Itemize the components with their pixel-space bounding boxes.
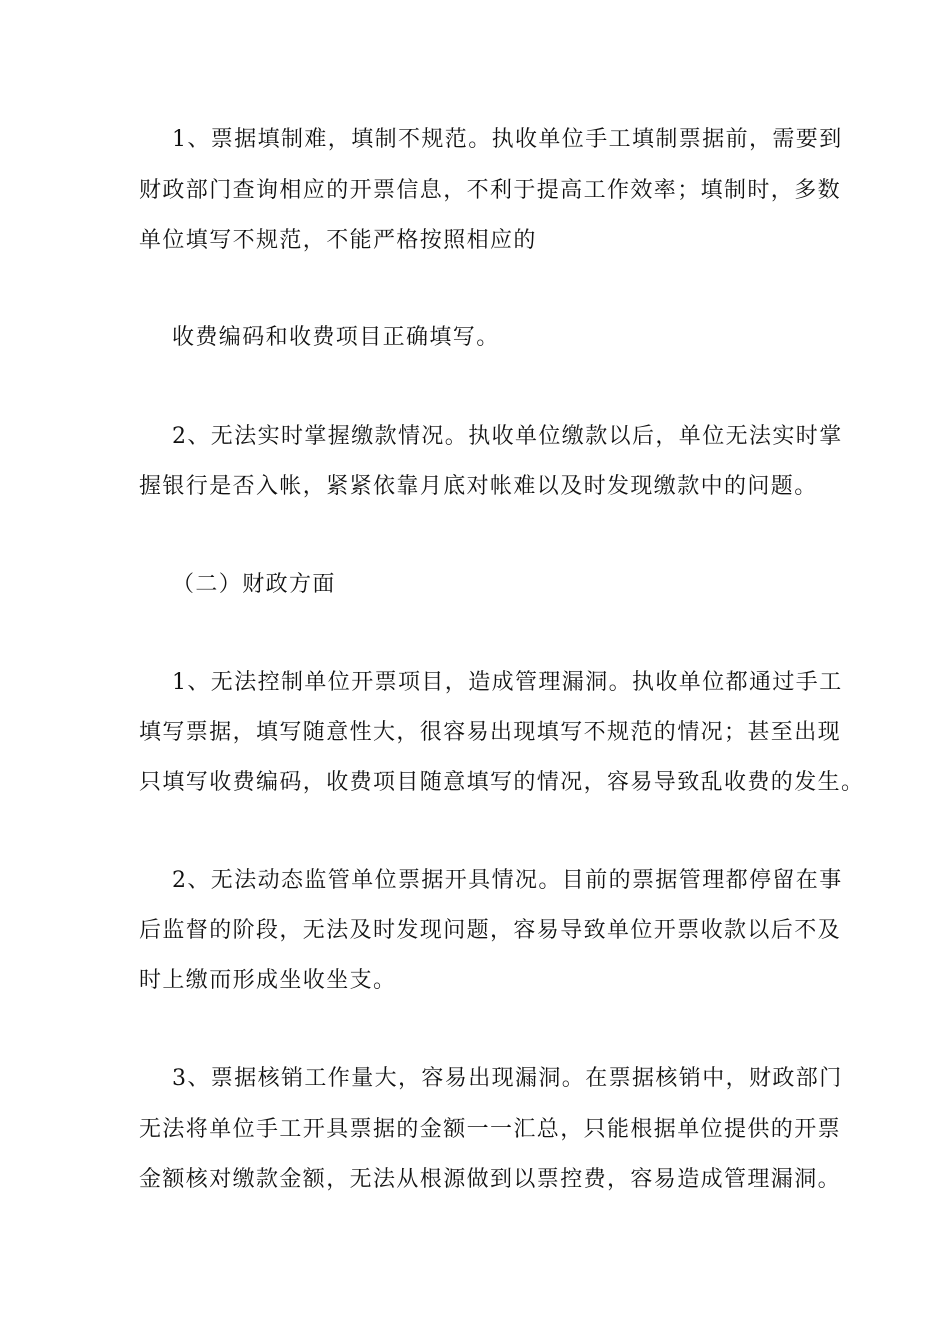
paragraph-line: 后监督的阶段，无法及时发现问题，容易导致单位开票收款以后不及 — [139, 918, 842, 943]
paragraph-line: 金额核对缴款金额，无法从根源做到以票控费，容易造成管理漏洞。 — [139, 1167, 842, 1192]
paragraph-line: 时上缴而形成坐收坐支。 — [139, 968, 397, 993]
paragraph-line: 1、无法控制单位开票项目，造成管理漏洞。执收单位都通过手工 — [172, 670, 843, 695]
paragraph-line: 2、无法动态监管单位票据开具情况。目前的票据管理都停留在事 — [172, 868, 843, 893]
paragraph-line: 只填写收费编码，收费项目随意填写的情况，容易导致乱收费的发生。 — [139, 770, 865, 795]
paragraph-line: 2、无法实时掌握缴款情况。执收单位缴款以后，单位无法实时掌 — [172, 424, 843, 449]
paragraph-line: 财政部门查询相应的开票信息，不利于提高工作效率；填制时，多数 — [139, 178, 842, 203]
paragraph-line: 1、票据填制难，填制不规范。执收单位手工填制票据前，需要到 — [172, 127, 843, 152]
paragraph-line: 填写票据，填写随意性大，很容易出现填写不规范的情况；甚至出现 — [139, 720, 842, 745]
paragraph-line: 收费编码和收费项目正确填写。 — [172, 325, 500, 350]
paragraph-line: 握银行是否入帐，紧紧依靠月底对帐难以及时发现缴款中的问题。 — [139, 474, 818, 499]
paragraph-line: 3、票据核销工作量大，容易出现漏洞。在票据核销中，财政部门 — [172, 1066, 843, 1091]
paragraph-line: 单位填写不规范，不能严格按照相应的 — [139, 228, 537, 253]
section-heading: （二）财政方面 — [172, 572, 336, 597]
paragraph-line: 无法将单位手工开具票据的金额一一汇总，只能根据单位提供的开票 — [139, 1117, 842, 1142]
